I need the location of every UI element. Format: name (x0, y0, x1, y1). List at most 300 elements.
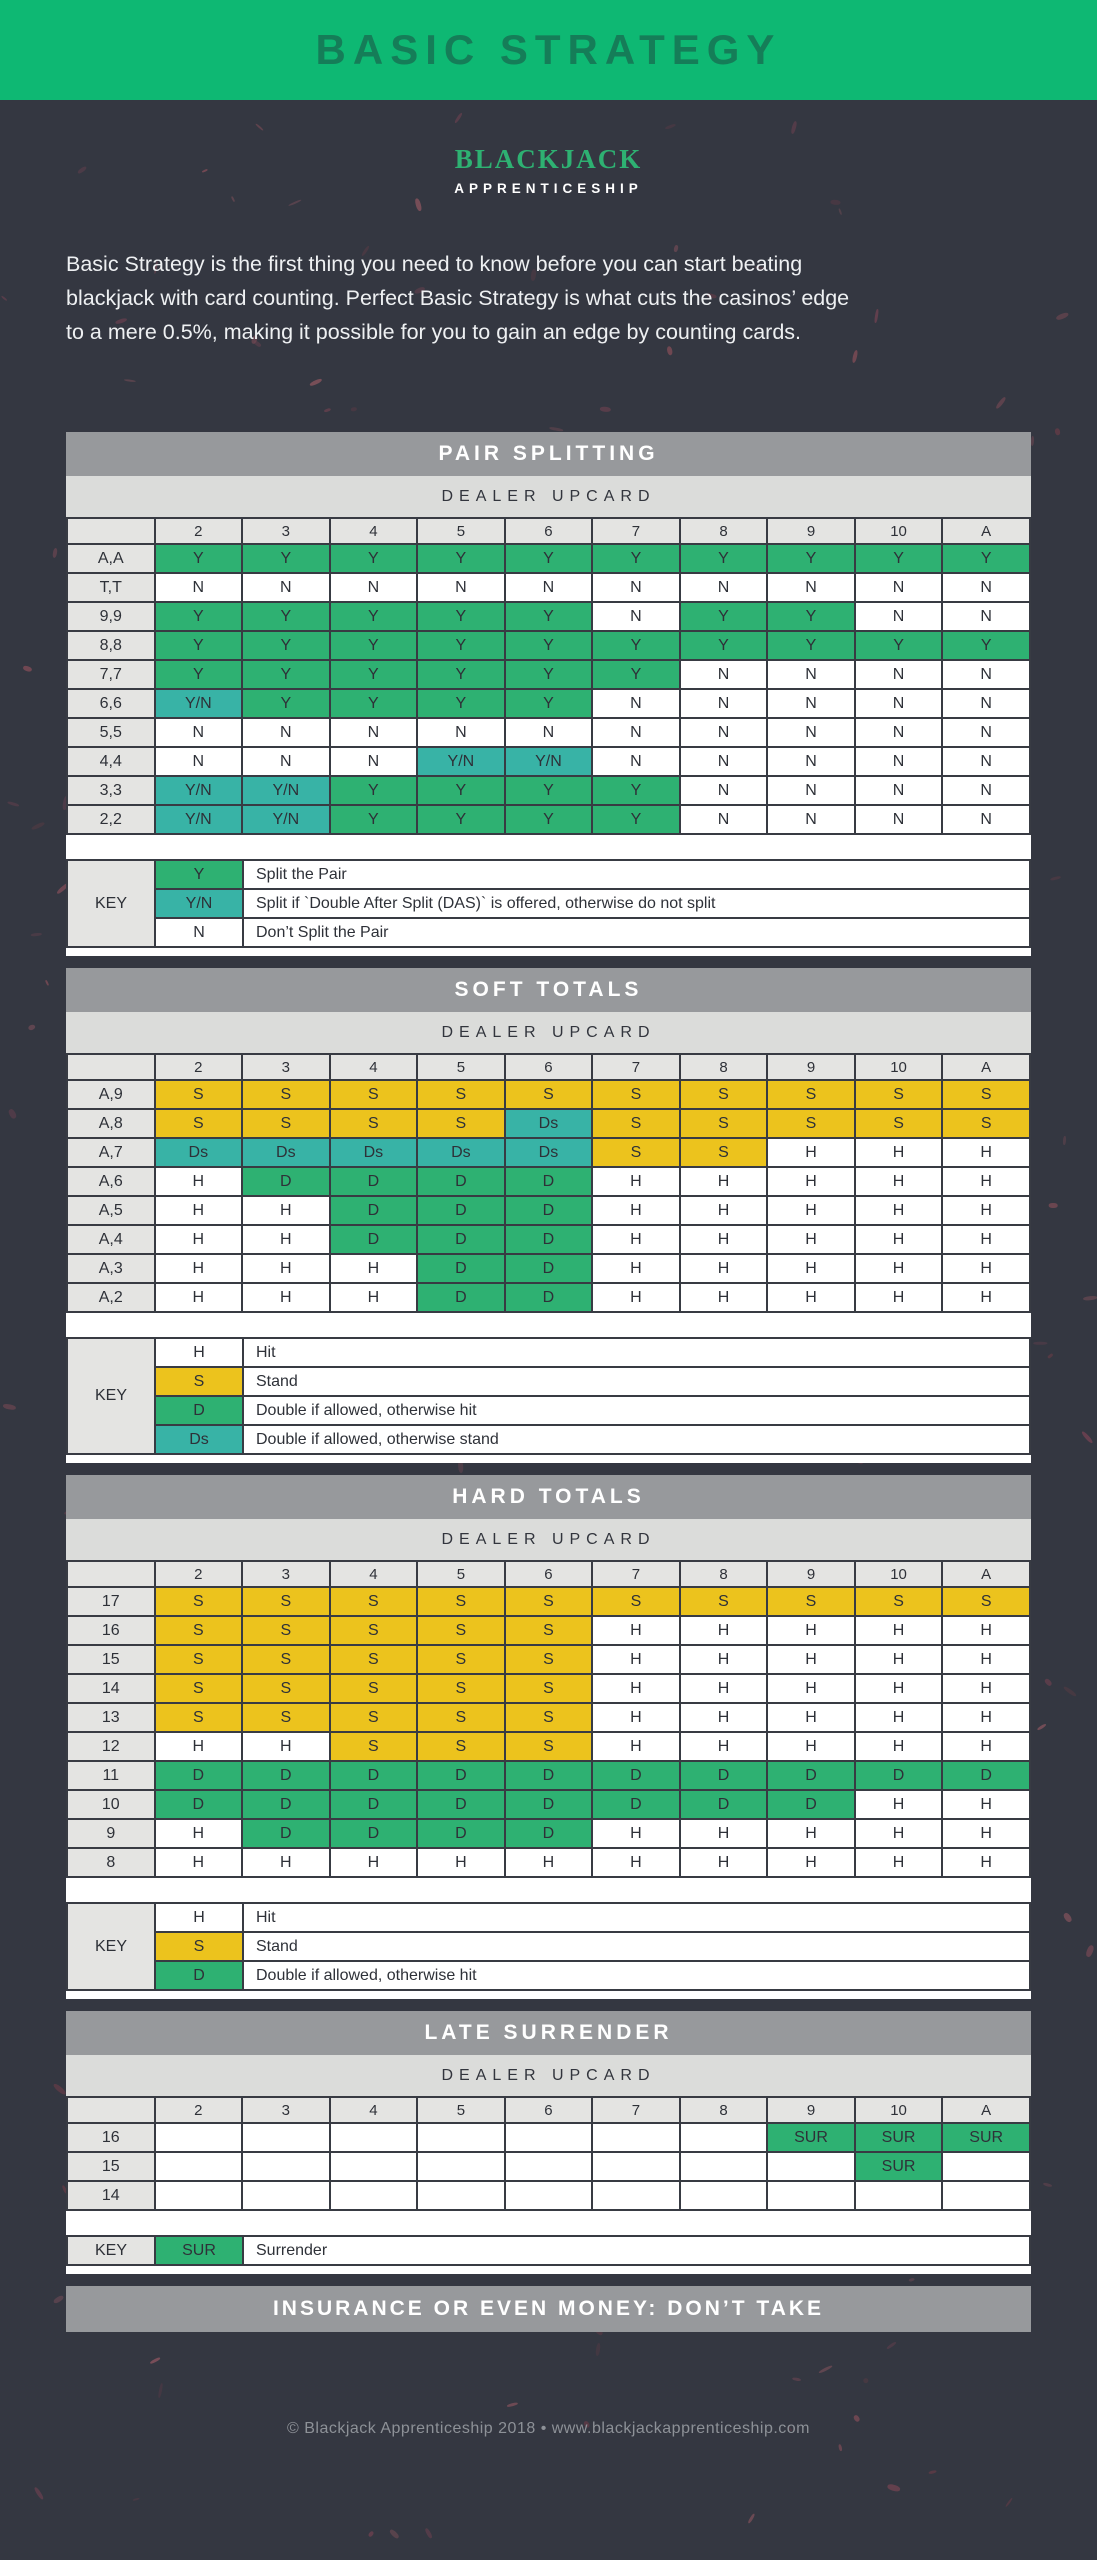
table-row (67, 1848, 1030, 1877)
strategy-cell: S (155, 1109, 243, 1138)
row-label: 16 (67, 1616, 155, 1645)
strategy-cell: Y (155, 660, 243, 689)
strategy-cell: Y (505, 776, 593, 805)
table-row (67, 2123, 1030, 2152)
strategy-cell: H (592, 1848, 680, 1877)
row-label: 16 (67, 2123, 155, 2152)
column-header: 9 (767, 1054, 855, 1080)
strategy-cell: Y (592, 660, 680, 689)
strategy-cell: S (242, 1703, 330, 1732)
column-header: 3 (242, 518, 330, 544)
column-header: 10 (855, 518, 943, 544)
strategy-cell: D (680, 1761, 768, 1790)
strategy-cell: Y (505, 544, 593, 573)
row-label: 12 (67, 1732, 155, 1761)
column-header: 4 (330, 1561, 418, 1587)
strategy-cell: D (505, 1225, 593, 1254)
strategy-table (66, 1560, 1031, 1878)
strategy-cell (855, 2181, 943, 2210)
strategy-cell: D (417, 1819, 505, 1848)
strategy-cell: N (680, 573, 768, 602)
strategy-cell (505, 2152, 593, 2181)
column-header: 3 (242, 1561, 330, 1587)
column-header: 5 (417, 1054, 505, 1080)
strategy-cell: N (242, 747, 330, 776)
row-label: 3,3 (67, 776, 155, 805)
strategy-cell: H (767, 1616, 855, 1645)
table-row (67, 602, 1030, 631)
column-header: 3 (242, 2097, 330, 2123)
key-row (67, 1338, 1030, 1367)
strategy-cell: Y (242, 689, 330, 718)
strategy-cell: H (855, 1703, 943, 1732)
strategy-cell (942, 2152, 1030, 2181)
strategy-cell: H (680, 1674, 768, 1703)
header-row (67, 2097, 1030, 2123)
strategy-cell: H (155, 1848, 243, 1877)
strategy-cell: D (155, 1761, 243, 1790)
strategy-cell: N (592, 689, 680, 718)
strategy-cell: Y (855, 544, 943, 573)
strategy-cell: S (767, 1080, 855, 1109)
strategy-cell: H (155, 1732, 243, 1761)
header-row (67, 1561, 1030, 1587)
strategy-cell: H (155, 1283, 243, 1312)
strategy-cell: H (942, 1138, 1030, 1167)
key-desc: Stand (243, 1932, 1030, 1961)
strategy-cell: S (330, 1645, 418, 1674)
row-label: 9 (67, 1819, 155, 1848)
row-label: 8,8 (67, 631, 155, 660)
section-title: PAIR SPLITTING (66, 432, 1031, 476)
key-desc: Stand (243, 1367, 1030, 1396)
strategy-cell: H (155, 1819, 243, 1848)
strategy-cell: S (505, 1616, 593, 1645)
key-swatch: S (155, 1932, 243, 1961)
column-header: 4 (330, 1054, 418, 1080)
page-title: BASIC STRATEGY (315, 26, 782, 73)
insurance-banner: INSURANCE OR EVEN MONEY: DON’T TAKE (66, 2286, 1031, 2332)
section-body (66, 1560, 1031, 1999)
strategy-cell: N (767, 718, 855, 747)
row-label: 7,7 (67, 660, 155, 689)
strategy-cell: H (680, 1732, 768, 1761)
key-desc: Double if allowed, otherwise hit (243, 1396, 1030, 1425)
intro-line: to a mere 0.5%, making it possible for you to gain an edge by counting cards. (66, 320, 802, 344)
strategy-cell: H (417, 1848, 505, 1877)
section-hard-totals (66, 1475, 1031, 1999)
strategy-cell (242, 2123, 330, 2152)
strategy-cell: H (767, 1732, 855, 1761)
column-header: 8 (680, 518, 768, 544)
key-desc: Split the Pair (243, 860, 1030, 889)
strategy-cell: H (855, 1196, 943, 1225)
strategy-cell: H (242, 1283, 330, 1312)
row-label: 13 (67, 1703, 155, 1732)
strategy-cell: N (242, 718, 330, 747)
strategy-cell: S (505, 1645, 593, 1674)
table-row (67, 1761, 1030, 1790)
strategy-cell: N (680, 776, 768, 805)
strategy-cell: Y/N (505, 747, 593, 776)
table-row (67, 1645, 1030, 1674)
strategy-cell: S (592, 1080, 680, 1109)
key-label: KEY (67, 2236, 155, 2265)
strategy-cell: H (942, 1848, 1030, 1877)
strategy-cell: S (592, 1109, 680, 1138)
strategy-cell: Ds (505, 1109, 593, 1138)
column-header: 8 (680, 1054, 768, 1080)
section-body (66, 1053, 1031, 1463)
strategy-cell: S (330, 1703, 418, 1732)
strategy-cell: S (505, 1732, 593, 1761)
strategy-cell: Y (242, 544, 330, 573)
strategy-cell: Y (505, 689, 593, 718)
strategy-cell: H (155, 1167, 243, 1196)
strategy-cell: N (417, 718, 505, 747)
bottom-strip (66, 948, 1031, 956)
column-header: A (942, 1054, 1030, 1080)
strategy-cell: Y (592, 631, 680, 660)
strategy-cell: D (417, 1167, 505, 1196)
strategy-cell: S (855, 1109, 943, 1138)
strategy-cell: H (680, 1703, 768, 1732)
table-row (67, 1138, 1030, 1167)
strategy-cell: Y (155, 602, 243, 631)
strategy-cell: H (680, 1819, 768, 1848)
dealer-upcard-label: DEALER UPCARD (66, 1012, 1031, 1053)
column-header: 10 (855, 1054, 943, 1080)
strategy-cell (680, 2152, 768, 2181)
strategy-cell: Y (505, 631, 593, 660)
strategy-cell (592, 2152, 680, 2181)
strategy-cell: N (942, 689, 1030, 718)
strategy-cell: D (330, 1167, 418, 1196)
column-header: 6 (505, 518, 593, 544)
strategy-cell: Y (242, 631, 330, 660)
corner-cell (67, 1561, 155, 1587)
strategy-cell (417, 2152, 505, 2181)
strategy-cell: H (942, 1196, 1030, 1225)
strategy-table (66, 517, 1031, 835)
column-header: 4 (330, 518, 418, 544)
row-label: A,3 (67, 1254, 155, 1283)
strategy-cell (680, 2123, 768, 2152)
table-row (67, 1196, 1030, 1225)
column-header: 2 (155, 1561, 243, 1587)
strategy-cell: Ds (330, 1138, 418, 1167)
strategy-cell: H (767, 1138, 855, 1167)
column-header: 6 (505, 2097, 593, 2123)
strategy-cell (942, 2181, 1030, 2210)
corner-cell (67, 2097, 155, 2123)
strategy-cell: H (592, 1645, 680, 1674)
intro-line: blackjack with card counting. Perfect Basic Strategy is what cuts the casinos’ edge (66, 286, 850, 310)
strategy-cell: D (505, 1196, 593, 1225)
strategy-cell: S (942, 1109, 1030, 1138)
column-header: 2 (155, 2097, 243, 2123)
key-row (67, 860, 1030, 889)
strategy-cell: H (767, 1848, 855, 1877)
strategy-cell: D (417, 1196, 505, 1225)
strategy-cell: H (855, 1167, 943, 1196)
strategy-cell: S (242, 1674, 330, 1703)
section-pair-splitting (66, 432, 1031, 956)
strategy-cell: H (680, 1167, 768, 1196)
row-label: A,9 (67, 1080, 155, 1109)
column-header: 9 (767, 518, 855, 544)
key-row (67, 918, 1030, 947)
strategy-cell: N (592, 718, 680, 747)
row-label: 11 (67, 1761, 155, 1790)
strategy-cell: N (767, 660, 855, 689)
strategy-cell: N (942, 573, 1030, 602)
strategy-cell: H (942, 1674, 1030, 1703)
key-desc: Split if `Double After Split (DAS)` is offered, otherwise do not split (243, 889, 1030, 918)
strategy-cell: S (330, 1080, 418, 1109)
strategy-cell: N (680, 805, 768, 834)
strategy-cell: S (155, 1080, 243, 1109)
strategy-cell: H (592, 1674, 680, 1703)
strategy-cell: H (855, 1138, 943, 1167)
key-swatch: Y/N (155, 889, 243, 918)
key-row (67, 1932, 1030, 1961)
row-label: 17 (67, 1587, 155, 1616)
strategy-cell: H (592, 1616, 680, 1645)
strategy-cell (330, 2123, 418, 2152)
strategy-cell (330, 2181, 418, 2210)
table-row (67, 1732, 1030, 1761)
strategy-cell: H (680, 1225, 768, 1254)
key-table (66, 1902, 1031, 1991)
strategy-cell: N (592, 747, 680, 776)
row-label: 5,5 (67, 718, 155, 747)
strategy-cell: H (855, 1819, 943, 1848)
strategy-cell: D (242, 1790, 330, 1819)
strategy-cell: S (417, 1080, 505, 1109)
strategy-cell: N (505, 573, 593, 602)
strategy-cell: N (855, 573, 943, 602)
strategy-cell: Y (592, 544, 680, 573)
strategy-cell: SUR (942, 2123, 1030, 2152)
key-label: KEY (67, 860, 155, 947)
strategy-cell: H (942, 1167, 1030, 1196)
strategy-cell: Y (330, 689, 418, 718)
strategy-cell: N (942, 747, 1030, 776)
row-label: T,T (67, 573, 155, 602)
column-header: A (942, 518, 1030, 544)
strategy-cell: Y/N (417, 747, 505, 776)
strategy-cell: Y (417, 689, 505, 718)
strategy-cell: S (592, 1138, 680, 1167)
dealer-upcard-label: DEALER UPCARD (66, 2055, 1031, 2096)
strategy-cell: Y (767, 544, 855, 573)
bottom-strip (66, 1455, 1031, 1463)
strategy-cell: Y (417, 602, 505, 631)
table-row (67, 573, 1030, 602)
strategy-cell: H (242, 1254, 330, 1283)
strategy-cell: N (330, 573, 418, 602)
section-body (66, 517, 1031, 956)
key-label: KEY (67, 1338, 155, 1454)
strategy-table (66, 1053, 1031, 1313)
strategy-cell: S (680, 1080, 768, 1109)
strategy-cell (417, 2123, 505, 2152)
strategy-cell: N (942, 776, 1030, 805)
strategy-cell: D (505, 1790, 593, 1819)
key-table (66, 1337, 1031, 1455)
key-swatch: H (155, 1903, 243, 1932)
strategy-cell: N (155, 718, 243, 747)
row-label: 14 (67, 1674, 155, 1703)
strategy-cell: S (417, 1703, 505, 1732)
strategy-cell: SUR (855, 2152, 943, 2181)
key-row (67, 2236, 1030, 2265)
strategy-cell: S (330, 1109, 418, 1138)
strategy-cell: Ds (505, 1138, 593, 1167)
table-row (67, 1674, 1030, 1703)
row-label: A,6 (67, 1167, 155, 1196)
strategy-cell: D (330, 1761, 418, 1790)
strategy-cell: N (942, 805, 1030, 834)
strategy-cell: Y (680, 544, 768, 573)
column-header: 3 (242, 1054, 330, 1080)
strategy-cell (155, 2181, 243, 2210)
column-header: 8 (680, 2097, 768, 2123)
strategy-cell: N (767, 573, 855, 602)
strategy-cell: H (592, 1254, 680, 1283)
strategy-cell: H (855, 1674, 943, 1703)
row-label: 15 (67, 1645, 155, 1674)
table-row (67, 1790, 1030, 1819)
strategy-cell: H (942, 1645, 1030, 1674)
strategy-cell: S (855, 1587, 943, 1616)
strategy-cell: S (242, 1645, 330, 1674)
strategy-cell: H (855, 1254, 943, 1283)
strategy-cell (767, 2181, 855, 2210)
strategy-cell: Y/N (242, 805, 330, 834)
intro-line: Basic Strategy is the first thing you need to know before you can start beating (66, 252, 803, 276)
strategy-cell: H (942, 1732, 1030, 1761)
strategy-cell: D (330, 1225, 418, 1254)
strategy-cell: N (155, 573, 243, 602)
key-table (66, 859, 1031, 948)
table-row (67, 1283, 1030, 1312)
key-label: KEY (67, 1903, 155, 1990)
strategy-cell: H (155, 1196, 243, 1225)
strategy-cell: D (942, 1761, 1030, 1790)
strategy-cell: H (592, 1196, 680, 1225)
strategy-cell: N (417, 573, 505, 602)
strategy-cell: H (330, 1848, 418, 1877)
column-header: 9 (767, 2097, 855, 2123)
strategy-cell: N (855, 718, 943, 747)
strategy-cell: H (592, 1225, 680, 1254)
strategy-cell: D (680, 1790, 768, 1819)
strategy-cell: Y (767, 631, 855, 660)
strategy-cell: S (417, 1616, 505, 1645)
strategy-cell: N (855, 805, 943, 834)
strategy-cell: Y (942, 544, 1030, 573)
strategy-cell: S (242, 1616, 330, 1645)
strategy-cell: S (155, 1674, 243, 1703)
strategy-cell: Y (330, 602, 418, 631)
strategy-cell: D (330, 1819, 418, 1848)
table-row (67, 718, 1030, 747)
strategy-cell: H (855, 1790, 943, 1819)
strategy-cell: N (505, 718, 593, 747)
strategy-cell: S (330, 1674, 418, 1703)
strategy-cell: N (330, 718, 418, 747)
bottom-strip (66, 1991, 1031, 1999)
strategy-cell: Y (330, 776, 418, 805)
row-label: A,2 (67, 1283, 155, 1312)
strategy-cell (505, 2181, 593, 2210)
strategy-cell: S (592, 1587, 680, 1616)
strategy-cell (242, 2181, 330, 2210)
strategy-cell: Y (855, 631, 943, 660)
row-label: 14 (67, 2181, 155, 2210)
strategy-cell: Y (417, 544, 505, 573)
key-desc: Hit (243, 1338, 1030, 1367)
strategy-cell: D (767, 1790, 855, 1819)
section-soft-totals (66, 968, 1031, 1463)
row-label: 4,4 (67, 747, 155, 776)
key-row (67, 1961, 1030, 1990)
strategy-cell: H (942, 1819, 1030, 1848)
strategy-cell: N (242, 573, 330, 602)
row-label: 2,2 (67, 805, 155, 834)
strategy-cell: Y (592, 805, 680, 834)
strategy-cell: H (942, 1283, 1030, 1312)
strategy-cell (417, 2181, 505, 2210)
strategy-cell: N (767, 689, 855, 718)
strategy-cell: Y (592, 776, 680, 805)
dealer-upcard-label: DEALER UPCARD (66, 1519, 1031, 1560)
column-header: 4 (330, 2097, 418, 2123)
strategy-cell: H (942, 1703, 1030, 1732)
strategy-cell: Y/N (242, 776, 330, 805)
section-late-surrender (66, 2011, 1031, 2274)
bottom-strip (66, 2266, 1031, 2274)
strategy-cell: H (592, 1703, 680, 1732)
table-row (67, 660, 1030, 689)
strategy-cell: H (855, 1225, 943, 1254)
strategy-cell: H (767, 1674, 855, 1703)
strategy-cell: H (242, 1732, 330, 1761)
row-label: 8 (67, 1848, 155, 1877)
table-row (67, 1819, 1030, 1848)
strategy-cell: S (680, 1587, 768, 1616)
section-title: LATE SURRENDER (66, 2011, 1031, 2055)
strategy-cell: H (242, 1196, 330, 1225)
row-label: A,8 (67, 1109, 155, 1138)
section-title: SOFT TOTALS (66, 968, 1031, 1012)
strategy-cell (505, 2123, 593, 2152)
strategy-cell: H (680, 1645, 768, 1674)
key-row (67, 1903, 1030, 1932)
table-row (67, 1703, 1030, 1732)
strategy-cell: S (242, 1587, 330, 1616)
table-row (67, 1167, 1030, 1196)
table-row (67, 1254, 1030, 1283)
strategy-cell: Y (330, 660, 418, 689)
strategy-cell: N (855, 689, 943, 718)
strategy-cell: H (592, 1732, 680, 1761)
strategy-cell: N (592, 602, 680, 631)
strategy-cell: SUR (767, 2123, 855, 2152)
table-row (67, 776, 1030, 805)
